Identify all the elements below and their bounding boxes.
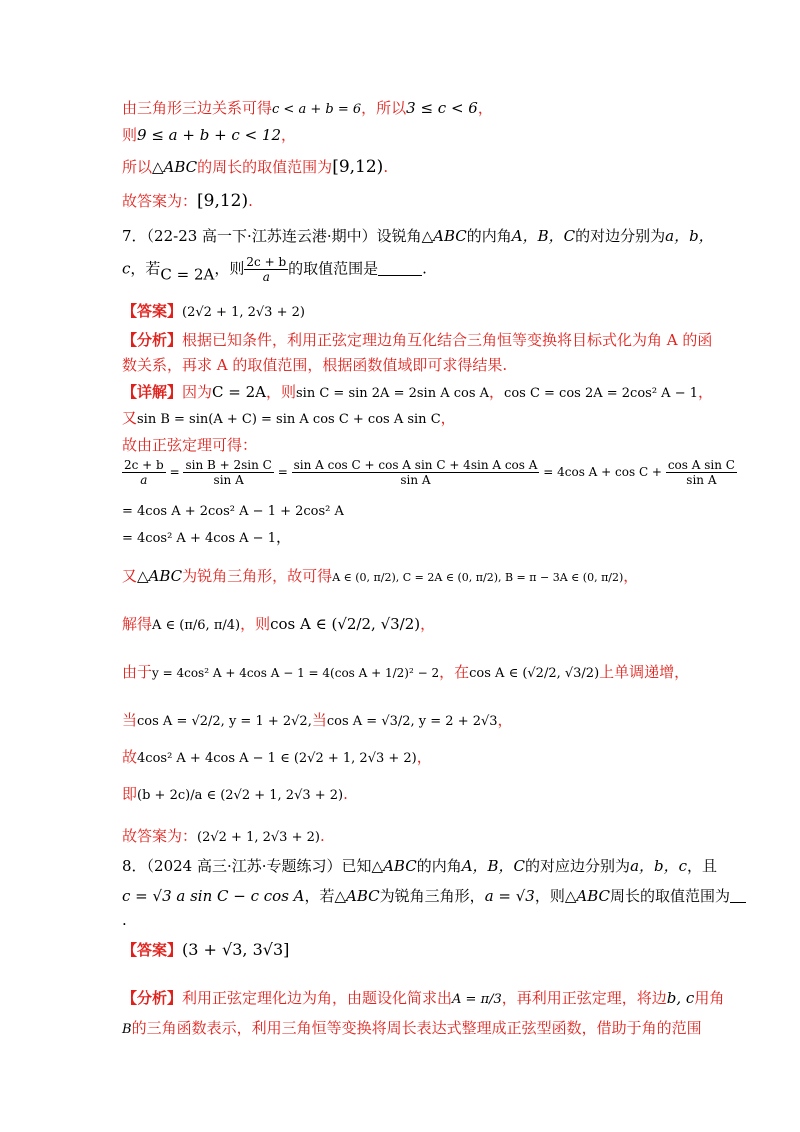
text: ， <box>698 383 714 401</box>
text: 周长的取值范围为 <box>610 887 731 905</box>
numerator: cos A sin C <box>667 458 735 472</box>
text: 为锐角三角形，故可得 <box>182 567 333 585</box>
answer-blank <box>378 261 422 276</box>
text: 又 <box>122 567 138 585</box>
question-8-line-1 <box>122 856 717 876</box>
text: 利用正弦定理化边为角，由题设化简求出 <box>182 989 453 1007</box>
math: = 4cos A + 2cos² A − 1 + 2cos² A <box>122 504 344 519</box>
numerator: 2c + b <box>246 255 287 269</box>
math: a，b， <box>665 227 714 245</box>
text: 的取值范围是 <box>288 259 379 278</box>
numerator: 2c + b <box>124 458 164 472</box>
math: sin C = sin 2A = 2sin A cos A <box>296 386 490 401</box>
text: . <box>422 259 427 278</box>
detail-7-line-6 <box>122 527 291 549</box>
text: 的对边分别为 <box>575 227 666 245</box>
analysis-tag: 【分析】 <box>122 989 183 1007</box>
text: ， <box>440 409 456 427</box>
text: . <box>248 192 253 210</box>
text: 为锐角三角形， <box>379 887 485 905</box>
text: ， <box>497 711 513 729</box>
text: 数关系，再求 A 的取值范围，根据函数值域即可求得结果. <box>122 356 508 374</box>
text: 故由正弦定理可得： <box>122 436 258 454</box>
text: ， <box>623 567 639 585</box>
math: c <box>122 259 131 278</box>
text: ，若 <box>304 887 335 905</box>
math: (3 + √3, 3√3] <box>182 940 290 959</box>
text: 由于 <box>122 663 153 681</box>
text: ，再利用正弦定理，将边 <box>501 989 667 1007</box>
text: 的对应边分别为 <box>525 857 631 875</box>
text: ，在 <box>439 663 470 681</box>
math: a，b，c <box>630 857 688 875</box>
analysis-7-line-2 <box>122 355 507 375</box>
math: = <box>169 465 180 479</box>
math: y = 4cos² A + 4cos A − 1 = 4(cos A + 1/2)² − 2 <box>152 666 440 680</box>
text: ，若 <box>130 259 161 278</box>
line-answer-prev <box>122 191 253 211</box>
text: 7．（22-23 高一下·江苏连云港·期中）设锐角 <box>122 227 422 245</box>
text: 故 <box>122 748 138 766</box>
denominator: a <box>140 473 148 487</box>
numerator: sin B + 2sin C <box>185 458 272 472</box>
answer-tag: 【答案】 <box>122 941 183 959</box>
text: ， <box>489 383 505 401</box>
math: cos A ∈ (√2/2, √3/2) <box>270 615 421 633</box>
fraction <box>244 255 288 284</box>
text: . <box>383 158 389 176</box>
math: b, c <box>666 989 695 1007</box>
answer-7 <box>122 301 305 323</box>
math: (2√2 + 1, 2√3 + 2) <box>182 305 305 320</box>
text: 由三角形三边关系可得 <box>122 99 273 117</box>
math: △ABC <box>334 887 380 905</box>
text: . <box>122 911 127 929</box>
text: 的周长的取值范围为 <box>197 158 333 176</box>
detail-7-line-7 <box>122 566 638 588</box>
math: △ABC <box>564 887 611 905</box>
text: 的内角 <box>416 857 462 875</box>
text: ， <box>416 748 432 766</box>
math: △ABC <box>371 857 417 875</box>
question-7-line-2 <box>122 255 427 285</box>
text: ， <box>420 615 436 633</box>
text: ，所以 <box>361 99 407 117</box>
math: 9 ≤ a + b + c < 12 <box>137 126 282 144</box>
math: = 4cos² A + 4cos A − 1 <box>122 531 276 546</box>
text: ，且 <box>687 857 718 875</box>
text: 故答案为： <box>122 192 198 210</box>
line-perimeter-range <box>122 157 388 177</box>
text: ， <box>275 528 291 546</box>
math: cos C = cos 2A = 2cos² A − 1 <box>504 386 698 401</box>
text: 8．（2024 高三·江苏·专题练习）已知 <box>122 857 372 875</box>
fraction <box>122 458 166 487</box>
math: cos A ∈ (√2/2, √3/2) <box>469 666 600 681</box>
text: 故答案为： <box>122 827 198 845</box>
text: 根据已知条件，利用正弦定理边角互化结合三角恒等变换将目标式化为角 A 的函 <box>182 331 713 349</box>
detail-7-answer <box>122 826 325 848</box>
text: ， <box>477 99 493 117</box>
math: 3 ≤ c < 6 <box>406 99 478 117</box>
math: C = 2A <box>160 265 215 284</box>
math: A，B，C <box>461 857 526 875</box>
detail-7-line-9 <box>122 662 689 684</box>
answer-blank <box>730 888 746 903</box>
text: . <box>343 785 348 803</box>
question-7-line-1 <box>122 226 714 246</box>
fraction <box>666 458 737 487</box>
text: 上单调递增， <box>599 663 690 681</box>
question-8-line-2 <box>122 886 746 906</box>
text: 解得 <box>122 615 153 633</box>
text: 用角 <box>694 989 725 1007</box>
math: [9,12) <box>332 157 384 177</box>
denominator: sin A <box>686 473 717 487</box>
answer-tag: 【答案】 <box>122 302 183 320</box>
denominator: sin A <box>400 473 431 487</box>
text: 即 <box>122 785 138 803</box>
text: ，则 <box>534 887 565 905</box>
math: C = 2A <box>212 383 266 401</box>
text: ，则 <box>214 259 245 278</box>
text: 的三角函数表示，利用三角恒等变换将周长表达式整理成正弦型函数，借助于角的范围 <box>131 1019 702 1037</box>
denominator: sin A <box>213 473 244 487</box>
detail-7-line-3 <box>122 435 257 455</box>
fraction <box>292 458 540 487</box>
detail-tag: 【详解】 <box>122 383 183 401</box>
text: 因为 <box>182 383 213 401</box>
text: 所以 <box>122 158 153 176</box>
text: 的内角 <box>466 227 512 245</box>
detail-7-equation-chain <box>122 458 737 487</box>
math: A ∈ (π/6, π/4) <box>152 618 241 633</box>
math: sin B = sin(A + C) = sin A cos C + cos A sin C <box>137 412 441 427</box>
analysis-tag: 【分析】 <box>122 331 183 349</box>
math: A = π/3 <box>452 992 502 1007</box>
math: a = √3 <box>484 887 535 905</box>
text: . <box>319 827 325 845</box>
fraction <box>183 458 273 487</box>
math: c = √3 a sin C − c cos A <box>122 887 305 905</box>
math: c < a + b = 6 <box>272 102 362 117</box>
math: cos A = √3/2, y = 2 + 2√3 <box>326 714 498 729</box>
detail-7-line-5 <box>122 500 344 522</box>
detail-7-line-11 <box>122 747 432 769</box>
detail-7-line-8 <box>122 614 435 636</box>
math: A，B，C <box>511 227 576 245</box>
math: [9,12) <box>197 191 249 211</box>
line-triangle-inequality <box>122 98 493 120</box>
math: (b + 2c)/a ∈ (2√2 + 1, 2√3 + 2) <box>137 788 344 803</box>
detail-7-line-12 <box>122 784 348 806</box>
text: 则 <box>122 126 138 144</box>
math: (2√2 + 1, 2√3 + 2) <box>197 830 320 845</box>
math: B <box>122 1022 132 1037</box>
text: ， <box>281 126 297 144</box>
text: 当 <box>311 711 327 729</box>
detail-7-line-2 <box>122 408 456 430</box>
math: = 4cos A + cos C + <box>543 465 662 479</box>
analysis-7-line-1 <box>122 330 712 350</box>
math: △ABC <box>137 567 183 585</box>
text: ，则 <box>266 383 297 401</box>
text: 又 <box>122 409 138 427</box>
analysis-8-line-2 <box>122 1018 702 1040</box>
text: 当 <box>122 711 138 729</box>
text: ，则 <box>240 615 271 633</box>
math: △ABC <box>152 158 198 176</box>
math: 4cos² A + 4cos A − 1 ∈ (2√2 + 1, 2√3 + 2) <box>137 751 417 766</box>
detail-7-line-1 <box>122 382 713 404</box>
denominator: a <box>262 270 270 284</box>
math: cos A = √2/2, y = 1 + 2√2, <box>137 714 312 729</box>
math: △ABC <box>421 227 467 245</box>
math: = <box>277 465 288 479</box>
answer-8 <box>122 940 289 960</box>
line-perimeter-bound <box>122 125 296 145</box>
math: A ∈ (0, π/2), C = 2A ∈ (0, π/2), B = π − 3A ∈ (0, π/2) <box>332 571 624 584</box>
detail-7-line-10 <box>122 710 513 732</box>
analysis-8-line-1 <box>122 988 724 1010</box>
question-8-line-3 <box>122 910 127 930</box>
numerator: sin A cos C + cos A sin C + 4sin A cos A <box>293 458 538 472</box>
